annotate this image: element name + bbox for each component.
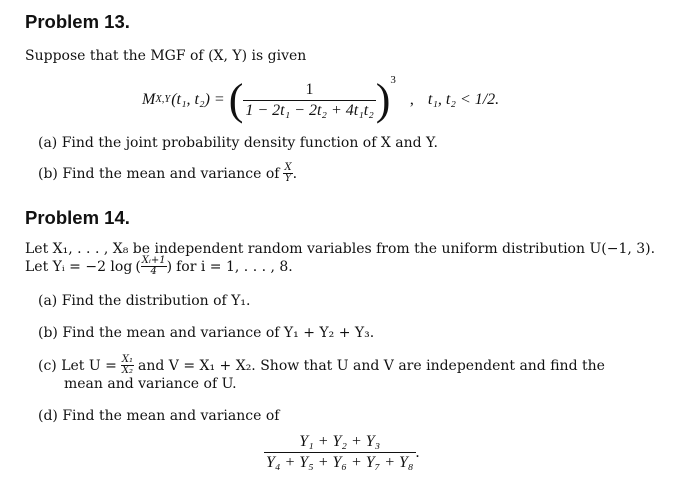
problem-14-title: Problem 14.: [25, 207, 130, 228]
formula-condition: t₁, t₂ < 1/2.: [427, 91, 500, 108]
line-2-frac-den: 4: [150, 266, 157, 277]
problem-14-part-a: (a) Find the distribution of Y₁.: [38, 293, 251, 309]
problem-14-line-1: Let X₁, . . . , X₈ be independent random variables from the uniform distribution U(−1, 3).: [25, 241, 656, 257]
problem-13-intro: Suppose that the MGF of (X, Y) is given: [25, 48, 307, 64]
formula-lhs-args: (t₁, t₂) =: [171, 91, 225, 108]
part-d-formula: $\frac{\text{Y₁ + Y₂ + Y₃}}{\text{Y₄ + Y₅ + Y₆ + Y₇ + Y₈}}$ .: [266, 433, 420, 471]
problem-14-part-c: [38, 355, 605, 376]
formula-lhs: M: [142, 91, 156, 108]
part-c-pre: (c) Let U =: [38, 357, 117, 374]
part-d-denominator: Y₄ + Y₅ + Y₆ + Y₇ + Y₈: [266, 454, 414, 471]
part-c-fraction: [121, 355, 134, 376]
problem-13-part-b: (b) Find the mean and variance of $\frac{X}{Y}$ .: [38, 162, 298, 184]
problem-14-part-c-line-2: mean and variance of U.: [64, 376, 237, 392]
line-2-pre: Let Yᵢ = −2 log: [25, 258, 133, 275]
part-d-fraction: [264, 433, 416, 472]
left-paren: (: [228, 75, 244, 124]
line-2-frac-num: Xᵢ+1: [141, 255, 166, 266]
problem-13-part-a: (a) Find the joint probability density function of X and Y.: [38, 135, 438, 151]
line-2-post: for i = 1, . . . , 8.: [176, 258, 293, 275]
part-c-frac-num: X₁: [121, 354, 133, 365]
line-2-fraction: [141, 256, 167, 277]
problem-14-line-2: Let Yᵢ = −2 log ( $\frac{\text{Xᵢ+1}}{4}$ ) for i = 1, . . . , 8.: [25, 255, 293, 277]
formula-denominator: 1 − 2t₁ − 2t₂ + 4t₁t₂: [245, 101, 374, 119]
problem-14-part-d: (d) Find the mean and variance of: [38, 408, 280, 424]
problem-13-title: Problem 13.: [25, 11, 130, 32]
problem-14-part-b: (b) Find the mean and variance of Y₁ + Y₂ + Y₃.: [38, 325, 375, 341]
part-b-frac-den: Y: [284, 173, 292, 184]
right-paren: ): [375, 75, 391, 124]
part-d-numerator: Y₁ + Y₂ + Y₃: [264, 433, 416, 453]
part-b-frac-num: X: [284, 162, 292, 173]
mgf-formula: M X,Y (t₁, t₂) = ( $\frac{1}{\text{1 − 2t₁ − 2t₂ + 4t₁t₂}}$ ) 3 , t₁, t₂ < 1/2.: [142, 74, 500, 124]
part-b-text: (b) Find the mean and variance of: [38, 165, 280, 182]
part-b-fraction: [283, 163, 292, 184]
formula-fraction: [243, 81, 375, 120]
formula-numerator: 1: [243, 81, 375, 101]
part-c-frac-den: X₂: [121, 365, 133, 376]
part-c-post: and V = X₁ + X₂. Show that U and V are independent and find the: [138, 357, 605, 374]
